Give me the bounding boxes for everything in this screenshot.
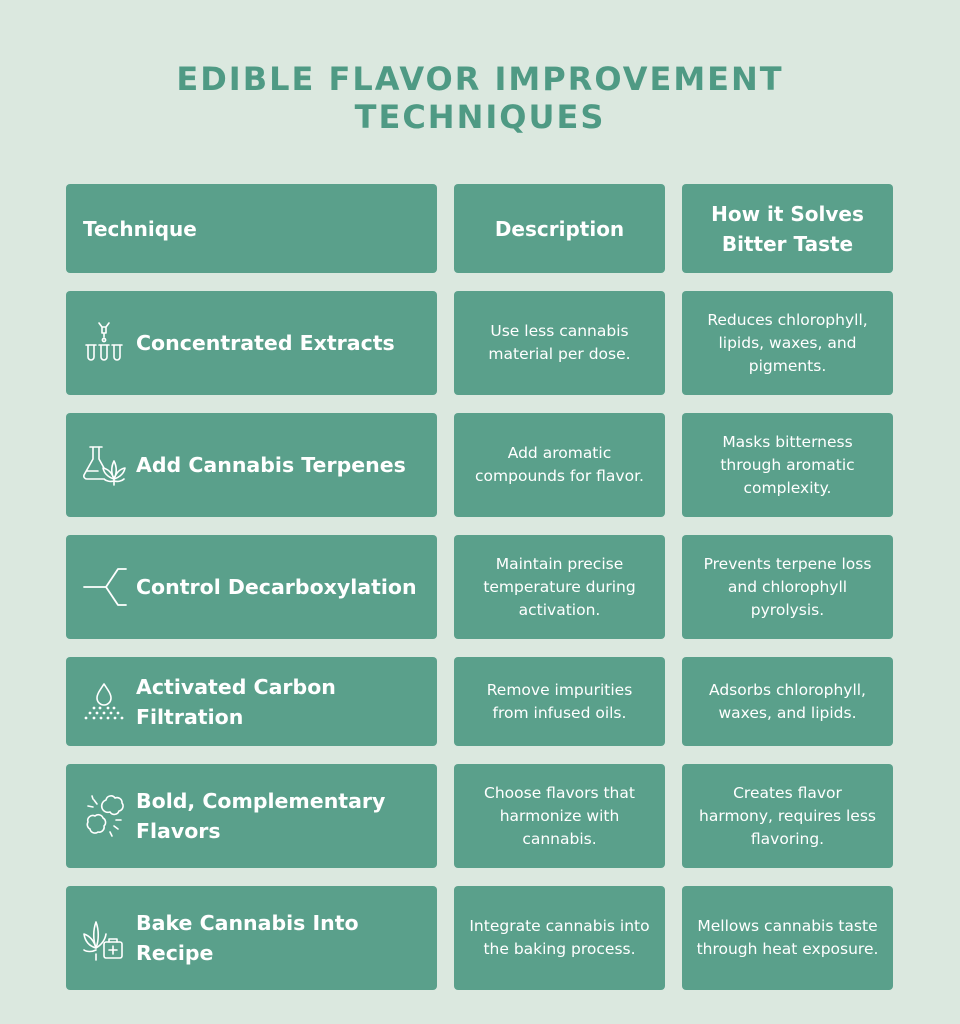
title-line-1: EDIBLE FLAVOR IMPROVEMENT bbox=[176, 60, 784, 98]
flask-leaf-icon bbox=[80, 441, 128, 489]
technique-name: Bold, Complementary Flavors bbox=[136, 789, 386, 843]
page-title bbox=[0, 60, 960, 136]
table-row bbox=[66, 657, 893, 746]
description-cell: Maintain precise temperature during activation. bbox=[454, 535, 665, 639]
technique-name: Activated Carbon Filtration bbox=[136, 674, 336, 729]
flavor-burst-icon bbox=[80, 792, 128, 840]
technique-cell bbox=[66, 535, 437, 639]
solves-cell: Mellows cannabis taste through heat exposure. bbox=[682, 886, 893, 990]
header-description: Description bbox=[454, 184, 665, 273]
technique-cell bbox=[66, 764, 437, 868]
title-line-2: TECHNIQUES bbox=[354, 98, 606, 136]
solves-cell: Adsorbs chlorophyll, waxes, and lipids. bbox=[682, 657, 893, 746]
solves-cell: Prevents terpene loss and chlorophyll pyrolysis. bbox=[682, 535, 893, 639]
table-row bbox=[66, 886, 893, 990]
technique-name: Add Cannabis Terpenes bbox=[136, 453, 406, 477]
technique-name: Control Decarboxylation bbox=[136, 575, 417, 599]
table-row bbox=[66, 764, 893, 868]
solves-cell: Reduces chlorophyll, lipids, waxes, and pigments. bbox=[682, 291, 893, 395]
table-row bbox=[66, 535, 893, 639]
table-row bbox=[66, 291, 893, 395]
header-row bbox=[66, 184, 893, 273]
table-row bbox=[66, 413, 893, 517]
description-cell: Remove impurities from infused oils. bbox=[454, 657, 665, 746]
solves-cell: Creates flavor harmony, requires less flavoring. bbox=[682, 764, 893, 868]
technique-cell bbox=[66, 413, 437, 517]
technique-name: Bake Cannabis Into Recipe bbox=[136, 911, 359, 965]
technique-name: Concentrated Extracts bbox=[136, 331, 395, 355]
technique-cell bbox=[66, 291, 437, 395]
technique-cell bbox=[66, 657, 437, 746]
description-cell: Choose flavors that harmonize with cannabis. bbox=[454, 764, 665, 868]
techniques-table bbox=[66, 184, 893, 1008]
description-cell: Use less cannabis material per dose. bbox=[454, 291, 665, 395]
solves-cell: Masks bitterness through aromatic complexity. bbox=[682, 413, 893, 517]
leaf-medkit-icon bbox=[80, 914, 128, 962]
dropper-vials-icon bbox=[80, 319, 128, 367]
header-technique: Technique bbox=[66, 184, 437, 273]
description-cell: Integrate cannabis into the baking process. bbox=[454, 886, 665, 990]
header-solves: How it Solves Bitter Taste bbox=[682, 184, 893, 273]
drop-filter-icon bbox=[80, 678, 128, 726]
technique-cell bbox=[66, 886, 437, 990]
carboxyl-bond-icon bbox=[80, 563, 128, 611]
description-cell: Add aromatic compounds for flavor. bbox=[454, 413, 665, 517]
